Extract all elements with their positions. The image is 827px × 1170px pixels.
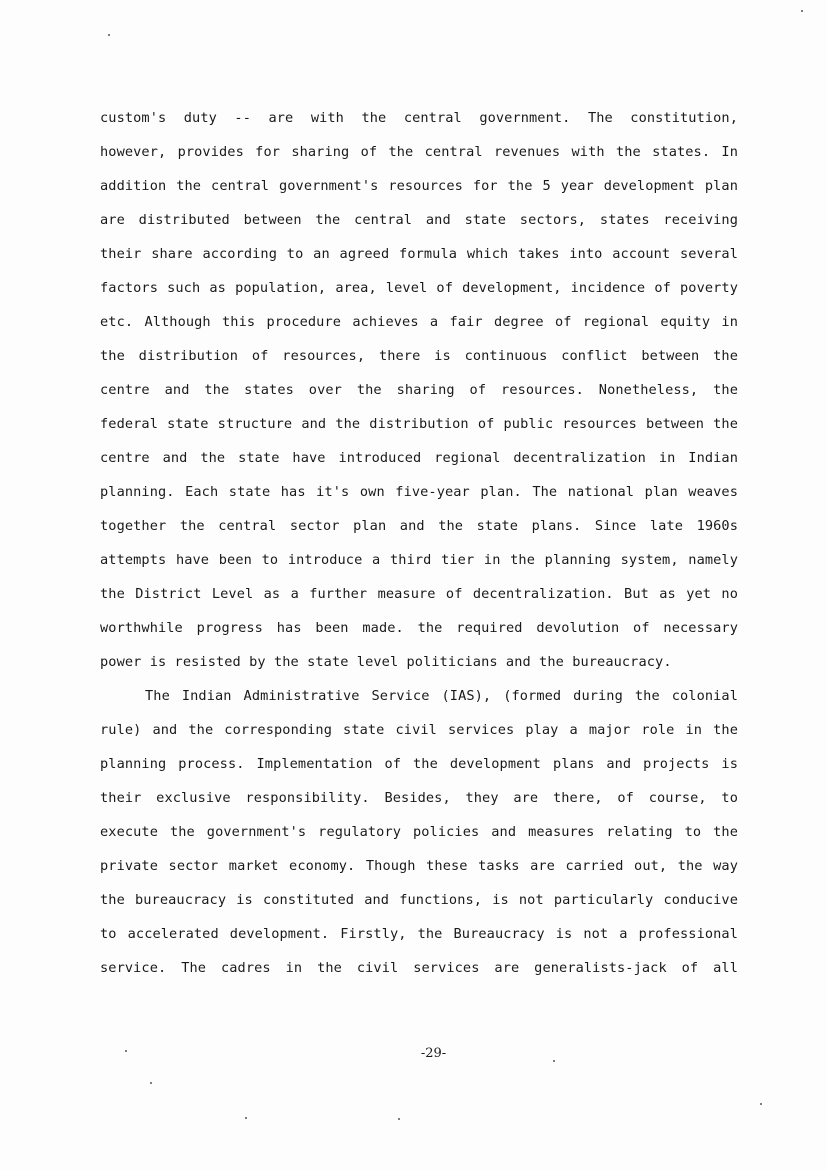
scan-speck (760, 1103, 762, 1105)
text-line: centre and the states over the sharing of resources. Nonetheless, the (100, 382, 738, 398)
text-line: worthwhile progress has been made. the required devolution of necessary (100, 620, 738, 636)
body-text (100, 101, 738, 985)
text-line: planning. Each state has it's own five-year plan. The national plan weaves (100, 484, 738, 500)
text-line: the distribution of resources, there is continuous conflict between the (100, 348, 738, 364)
text-line: together the central sector plan and the state plans. Since late 1960s (100, 518, 738, 534)
text-line: centre and the state have introduced regional decentralization in Indian (100, 450, 738, 466)
text-line: to accelerated development. Firstly, the Bureaucracy is not a professional (100, 926, 738, 942)
text-line: their exclusive responsibility. Besides, they are there, of course, to (100, 790, 738, 806)
text-line: their share according to an agreed formula which takes into account several (100, 246, 738, 262)
paragraph (100, 679, 738, 985)
scan-speck (108, 34, 110, 36)
text-line: factors such as population, area, level of development, incidence of poverty (100, 280, 738, 296)
scan-speck (245, 1117, 247, 1119)
text-line: power is resisted by the state level politicians and the bureaucracy. (100, 654, 672, 670)
text-line: custom's duty -- are with the central government. The constitution, (100, 110, 738, 126)
text-line: The Indian Administrative Service (IAS), (formed during the colonial (145, 688, 738, 704)
text-line: planning process. Implementation of the development plans and projects is (100, 756, 738, 772)
text-line: federal state structure and the distribution of public resources between the (100, 416, 738, 432)
text-line: the District Level as a further measure of decentralization. But as yet no (100, 586, 738, 602)
text-line: execute the government's regulatory policies and measures relating to the (100, 824, 738, 840)
scan-speck (398, 1118, 400, 1120)
scan-speck (553, 1060, 555, 1062)
text-line: rule) and the corresponding state civil services play a major role in the (100, 722, 738, 738)
text-line: service. The cadres in the civil services are generalists-jack of all (100, 960, 738, 976)
text-line: addition the central government's resources for the 5 year development plan (100, 178, 738, 194)
scan-speck (125, 1050, 127, 1052)
text-line: etc. Although this procedure achieves a fair degree of regional equity in (100, 314, 738, 330)
text-line: however, provides for sharing of the central revenues with the states. In (100, 144, 738, 160)
text-line: are distributed between the central and state sectors, states receiving (100, 212, 738, 228)
paragraph (100, 101, 738, 679)
scan-speck (150, 1082, 152, 1084)
page-number: -29- (420, 1046, 447, 1061)
text-line: private sector market economy. Though these tasks are carried out, the way (100, 858, 738, 874)
scan-speck (801, 10, 803, 12)
text-line: the bureaucracy is constituted and functions, is not particularly conducive (100, 892, 738, 908)
text-line: attempts have been to introduce a third tier in the planning system, namely (100, 552, 738, 568)
